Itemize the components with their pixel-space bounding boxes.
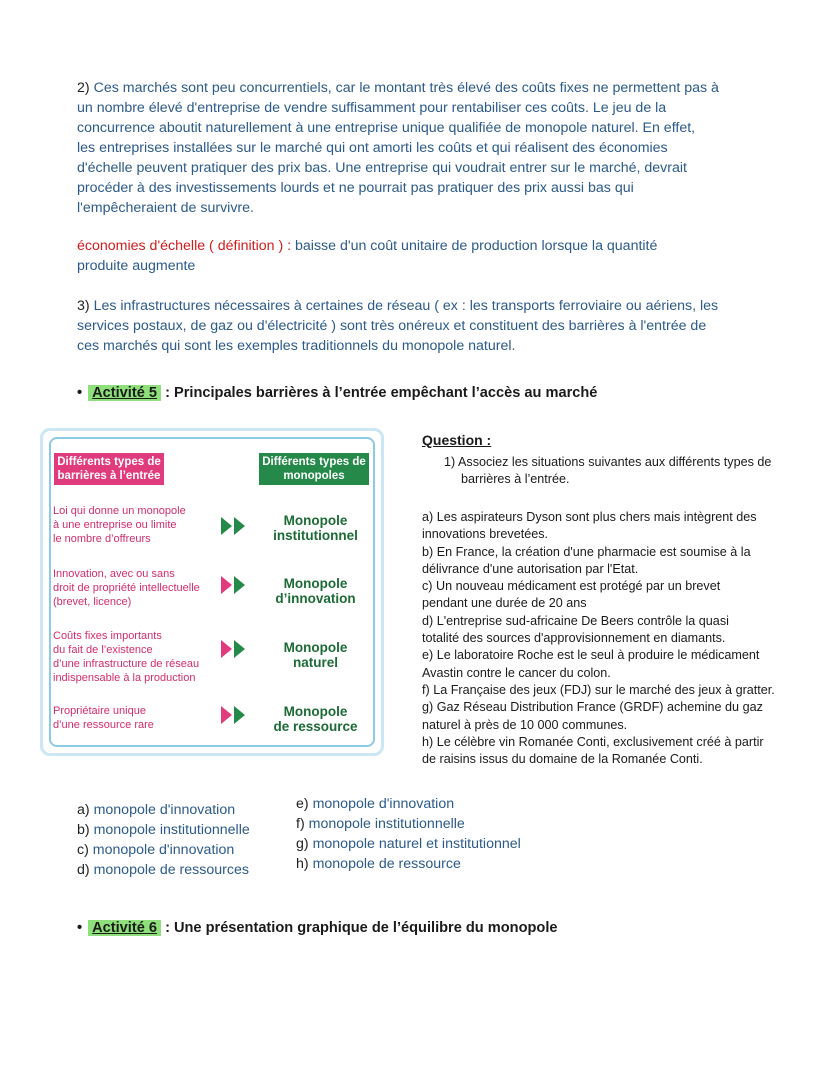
barrier-row-4: Propriétaire unique d’une ressource rare — [53, 705, 154, 731]
bullet: • — [77, 920, 83, 936]
answer-item: g) monopole naturel et institutionnel — [296, 836, 521, 852]
question-item: e) Le laboratoire Roche est le seul à produire le médicament — [422, 648, 760, 663]
question-item: f) La Française des jeux (FDJ) sur le marché des jeux à gratter. — [422, 682, 775, 697]
definition-text: baisse d'un coût unitaire de production lorsque la quantité — [295, 238, 658, 254]
barrier-row-2: Innovation, avec ou sans droit de propriété intellectuelle (brevet, licence) — [53, 568, 200, 608]
answer-item: e) monopole d'innovation — [296, 796, 455, 812]
header-monopoly-types: Différents types de monopoles — [259, 453, 369, 485]
question-item: totalité des sources d'approvisionnement en diamants. — [422, 631, 726, 646]
definition-text-2: produite augmente — [77, 258, 196, 274]
paragraph-3-line: services postaux, de gaz ou d'électricité ) sont très onéreux et constituent des barrières à l'entrée de — [77, 318, 707, 334]
paragraph-2-line: concurrence aboutit naturellement à une entreprise unique qualifiée de monopole naturel. En effet, — [77, 120, 696, 136]
question-items — [422, 509, 775, 768]
answer-item: h) monopole de ressource — [296, 856, 461, 872]
activity-6-label: Activité 6 — [88, 920, 161, 936]
question-item: c) Un nouveau médicament est protégé par un brevet — [422, 579, 721, 594]
bullet: • — [77, 385, 83, 401]
question-item: pendant une durée de 20 ans — [422, 596, 587, 611]
answer-item: a) monopole d'innovation — [77, 802, 236, 818]
question-item: délivrance d'une autorisation par l'Etat. — [422, 561, 639, 576]
answers-right — [296, 794, 521, 874]
barrier-row-1: Loi qui donne un monopole à une entreprise ou limite le nombre d’offreurs — [53, 505, 186, 545]
activity-6-heading — [77, 920, 558, 936]
answers-left — [77, 800, 250, 880]
monopoly-type-4: Monopole de ressource — [273, 704, 358, 734]
paragraph-2 — [77, 78, 777, 218]
paragraph-2-line: 2) Ces marchés sont peu concurrentiels, car le montant très élevé des coûts fixes ne permettent pas à — [77, 80, 719, 96]
paragraph-3-line: ces marchés qui sont les exemples traditionnels du monopole naturel. — [77, 338, 516, 354]
paragraph-2-line: les entreprises installées sur le marché qui ont amorti les coûts et qui réalisent des économies — [77, 140, 668, 156]
barrier-row-3: Coûts fixes importants du fait de l’existence d’une infrastructure de réseau indispensable à la production — [53, 630, 200, 684]
question-item: Avastin contre le cancer du colon. — [422, 665, 611, 680]
double-arrow-icon — [219, 574, 249, 596]
activity-5-label: Activité 5 — [88, 385, 161, 401]
monopoly-type-2: Monopole d’innovation — [275, 576, 356, 606]
answer-item: f) monopole institutionnelle — [296, 816, 465, 832]
question-instruction: 1) Associez les situations suivantes aux différents types de barrières à l’entrée. — [444, 455, 772, 487]
definition-term: économies d'échelle ( définition ) : — [77, 238, 292, 254]
activity-6-title: : Une présentation graphique de l’équilibre du monopole — [165, 920, 558, 936]
monopoly-type-1: Monopole institutionnel — [273, 513, 358, 543]
monopoly-type-3: Monopole naturel — [283, 640, 348, 670]
question-item: de raisins issus du domaine de la Romanée Conti. — [422, 752, 703, 767]
paragraph-3: 3) Les infrastructures nécessaires à certaines de réseau ( ex : les transports ferroviaire ou aériens, les services postaux, de gaz ou d'électricité ) sont très onéreux et constituent des barrières à l'entrée de ces marchés qui sont les exemples traditionnels du monopole naturel. — [77, 296, 797, 356]
barriers-figure — [40, 428, 384, 756]
question-item: a) Les aspirateurs Dyson sont plus chers mais intègrent des — [422, 510, 757, 524]
activity-5-title: : Principales barrières à l’entrée empêchant l’accès au marché — [165, 385, 598, 401]
question-item: g) Gaz Réseau Distribution France (GRDF) achemine du gaz — [422, 700, 763, 715]
question-title: Question : — [422, 432, 492, 448]
answer-item: c) monopole d'innovation — [77, 842, 235, 858]
double-arrow-icon — [219, 515, 249, 537]
paragraph-2-line: procéder à des investissements lourds et ne pourrait pas pratiquer des prix aussi bas qui — [77, 180, 634, 196]
paragraph-number: 3) — [77, 298, 90, 314]
question-item: d) L'entreprise sud-africaine De Beers contrôle la quasi — [422, 613, 729, 628]
paragraph-2-line: d'échelle peuvent pratiquer des prix bas. Une entreprise qui voudrait entrer sur le marché, devrait — [77, 160, 687, 176]
double-arrow-icon — [219, 638, 249, 660]
paragraph-2-line: l'empêcheraient de survivre. — [77, 200, 254, 216]
question-item: h) Le célèbre vin Romanée Conti, exclusivement créé à partir — [422, 734, 764, 749]
header-barrier-types: Différents types de barrières à l’entrée — [54, 453, 164, 485]
answer-item: d) monopole de ressources — [77, 862, 249, 878]
definition — [77, 236, 777, 276]
question-item: innovations brevetées. — [422, 527, 549, 542]
double-arrow-icon — [219, 704, 249, 726]
paragraph-2-line: un nombre élevé d'entreprise de vendre suffisamment pour rentabiliser ces coûts. Le jeu de la — [77, 100, 667, 116]
paragraph-number: 2) — [77, 80, 90, 96]
question-item: naturel à près de 10 000 communes. — [422, 717, 628, 732]
answer-item: b) monopole institutionnelle — [77, 822, 250, 838]
question-item: b) En France, la création d'une pharmacie est soumise à la — [422, 544, 751, 559]
activity-5-heading — [77, 385, 597, 401]
